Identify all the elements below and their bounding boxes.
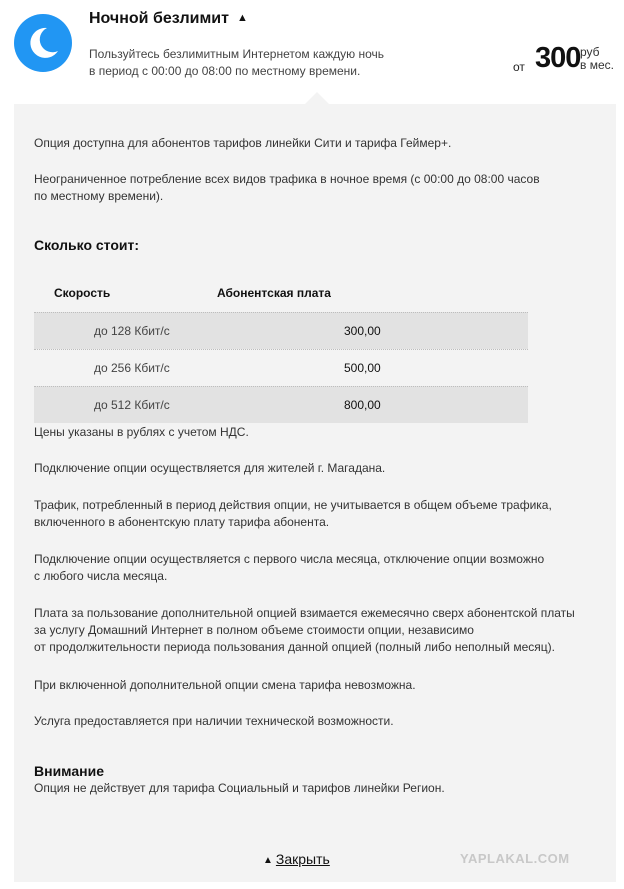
row-speed: до 512 Кбит/с (94, 398, 170, 412)
panel-notch (305, 92, 329, 104)
region-note: Подключение опции осуществляется для жителей г. Магадана. (34, 461, 386, 475)
moon-icon (14, 14, 72, 72)
text-line: Плата за пользование дополнительной опцией взимается ежемесячно сверх абонентской платы (34, 606, 575, 620)
option-description-line: Пользуйтесь безлимитным Интернетом каждую ночь (89, 47, 385, 61)
details-panel (14, 104, 616, 882)
warning-text: Опция не действует для тарифа Социальный и тарифов линейки Регион. (34, 781, 445, 795)
close-button[interactable] (263, 851, 330, 867)
row-speed: до 256 Кбит/с (94, 361, 170, 375)
option-description-line: в период с 00:00 до 08:00 по местному времени. (89, 64, 361, 78)
traffic-text (34, 497, 604, 531)
price-prefix: от (513, 60, 525, 74)
option-header (0, 0, 624, 104)
close-label[interactable]: Закрыть (275, 851, 330, 867)
option-title[interactable] (89, 10, 248, 28)
watermark-logo: YAPLAKAL.COM (460, 851, 570, 866)
row-speed: до 128 Кбит/с (94, 324, 170, 338)
text-line: от продолжительности периода пользования данной опцией (полный либо неполный месяц). (34, 640, 555, 654)
cost-heading: Сколько стоит: (34, 237, 140, 253)
table-row (34, 349, 528, 386)
table-row (34, 312, 528, 349)
connect-text (34, 551, 604, 585)
table-header-fee: Абонентская плата (217, 286, 331, 300)
collapse-arrow-icon[interactable]: ▲ (263, 855, 273, 866)
price-currency: руб (580, 45, 600, 59)
table-header-speed: Скорость (54, 286, 111, 300)
option-description (89, 46, 419, 80)
price-period: в мес. (580, 58, 614, 72)
price-value: 300 (535, 42, 581, 74)
warning-heading: Внимание (34, 763, 104, 779)
unlimited-text (34, 171, 604, 205)
collapse-arrow-icon[interactable]: ▲ (236, 12, 248, 24)
text-line: Подключение опции осуществляется с первого числа месяца, отключение опции возможно (34, 552, 545, 566)
text-line: Неограниченное потребление всех видов трафика в ночное время (с 00:00 до 08:00 часов (34, 172, 540, 186)
option-title-text[interactable]: Ночной безлимит (89, 10, 229, 27)
table-row (34, 386, 528, 423)
text-line: включенного в абонентскую плату тарифа абонента. (34, 515, 330, 529)
tariff-change-note: При включенной дополнительной опции смена тарифа невозможна. (34, 678, 416, 692)
fee-text (34, 605, 604, 656)
text-line: за услугу Домашний Интернет в полном объеме стоимости опции, независимо (34, 623, 474, 637)
vat-note: Цены указаны в рублях с учетом НДС. (34, 425, 249, 439)
row-fee: 800,00 (344, 398, 381, 412)
tech-note: Услуга предоставляется при наличии технической возможности. (34, 714, 394, 728)
text-line: Трафик, потребленный в период действия опции, не учитывается в общем объеме трафика, (34, 498, 552, 512)
intro-text: Опция доступна для абонентов тарифов линейки Сити и тарифа Геймер+. (34, 136, 452, 150)
text-line: с любого числа месяца. (34, 569, 168, 583)
row-fee: 500,00 (344, 361, 381, 375)
row-fee: 300,00 (344, 324, 381, 338)
price-unit (580, 46, 614, 72)
text-line: по местному времени). (34, 189, 164, 203)
